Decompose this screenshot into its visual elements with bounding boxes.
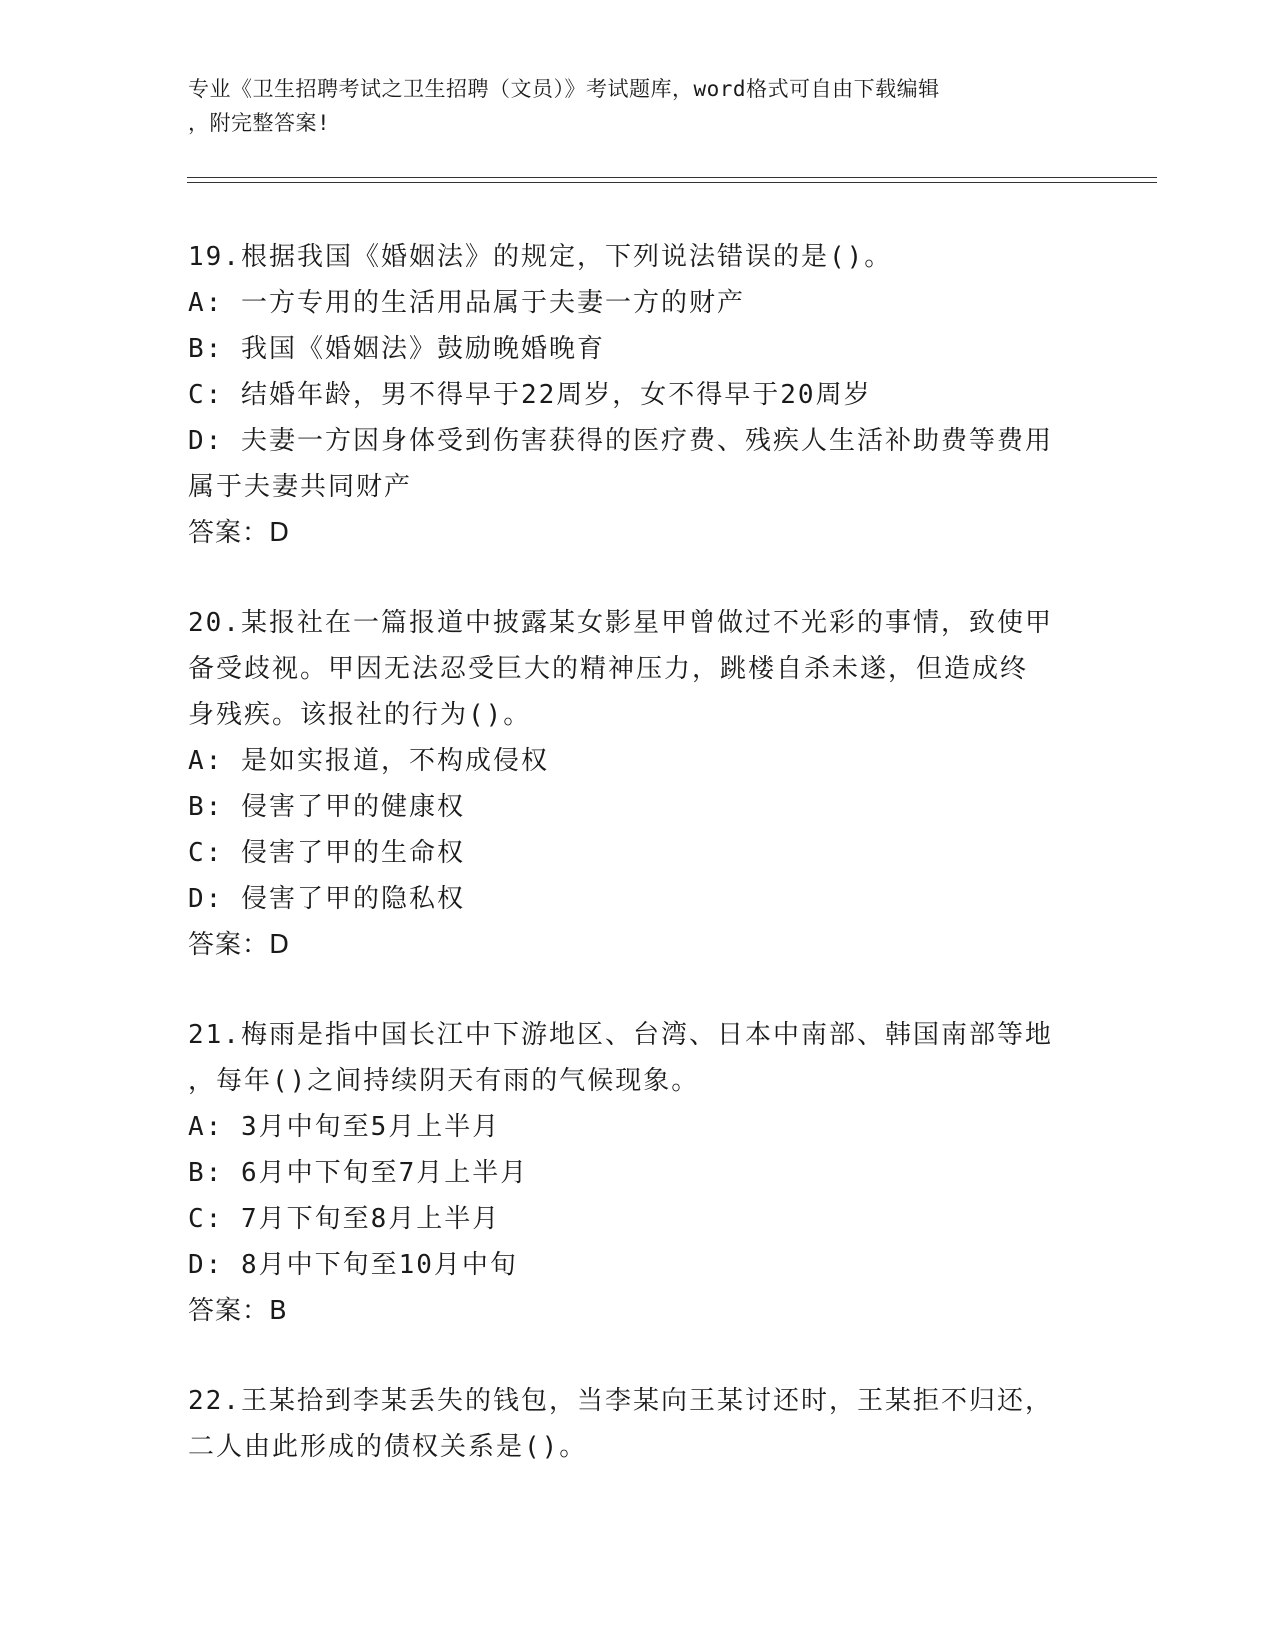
answer-label: 答案：B — [188, 1296, 288, 1326]
question-stem: 19.根据我国《婚姻法》的规定，下列说法错误的是()。 — [188, 242, 893, 272]
option-line: D: 侵害了甲的隐私权 — [188, 884, 465, 914]
question-block — [188, 1378, 1088, 1470]
document-header — [188, 72, 1088, 140]
question-block — [188, 234, 1088, 556]
option-line: B: 我国《婚姻法》鼓励晚婚晚育 — [188, 334, 605, 364]
header-line-1: 专业《卫生招聘考试之卫生招聘（文员）》考试题库，word格式可自由下载编辑 — [188, 77, 940, 101]
option-line: B: 侵害了甲的健康权 — [188, 792, 465, 822]
option-line: 属于夫妻共同财产 — [188, 472, 413, 502]
answer-label: 答案：D — [188, 930, 291, 960]
question-stem: 二人由此形成的债权关系是()。 — [188, 1432, 588, 1462]
header-line-2: ，附完整答案! — [188, 111, 331, 135]
option-line: D: 8月中下旬至10月中旬 — [188, 1250, 518, 1280]
question-stem: 备受歧视。甲因无法忍受巨大的精神压力，跳楼自杀未遂，但造成终 — [188, 654, 1029, 684]
question-block — [188, 600, 1088, 968]
question-stem: ，每年()之间持续阴天有雨的气候现象。 — [188, 1066, 700, 1096]
option-line: C: 结婚年龄，男不得早于22周岁，女不得早于20周岁 — [188, 380, 872, 410]
question-list — [188, 234, 1088, 1514]
option-line: C: 7月下旬至8月上半月 — [188, 1204, 501, 1234]
option-line: C: 侵害了甲的生命权 — [188, 838, 465, 868]
question-stem: 21.梅雨是指中国长江中下游地区、台湾、日本中南部、韩国南部等地 — [188, 1020, 1053, 1050]
question-stem: 20.某报社在一篇报道中披露某女影星甲曾做过不光彩的事情，致使甲 — [188, 608, 1053, 638]
option-line: B: 6月中下旬至7月上半月 — [188, 1158, 529, 1188]
question-block — [188, 1012, 1088, 1334]
header-divider — [187, 177, 1157, 183]
option-line: A: 3月中旬至5月上半月 — [188, 1112, 501, 1142]
option-line: D: 夫妻一方因身体受到伤害获得的医疗费、残疾人生活补助费等费用 — [188, 426, 1053, 456]
question-stem: 22.王某拾到李某丢失的钱包，当李某向王某讨还时，王某拒不归还， — [188, 1386, 1053, 1416]
option-line: A: 一方专用的生活用品属于夫妻一方的财产 — [188, 288, 745, 318]
question-stem: 身残疾。该报社的行为()。 — [188, 700, 532, 730]
answer-label: 答案：D — [188, 518, 291, 548]
option-line: A: 是如实报道，不构成侵权 — [188, 746, 549, 776]
